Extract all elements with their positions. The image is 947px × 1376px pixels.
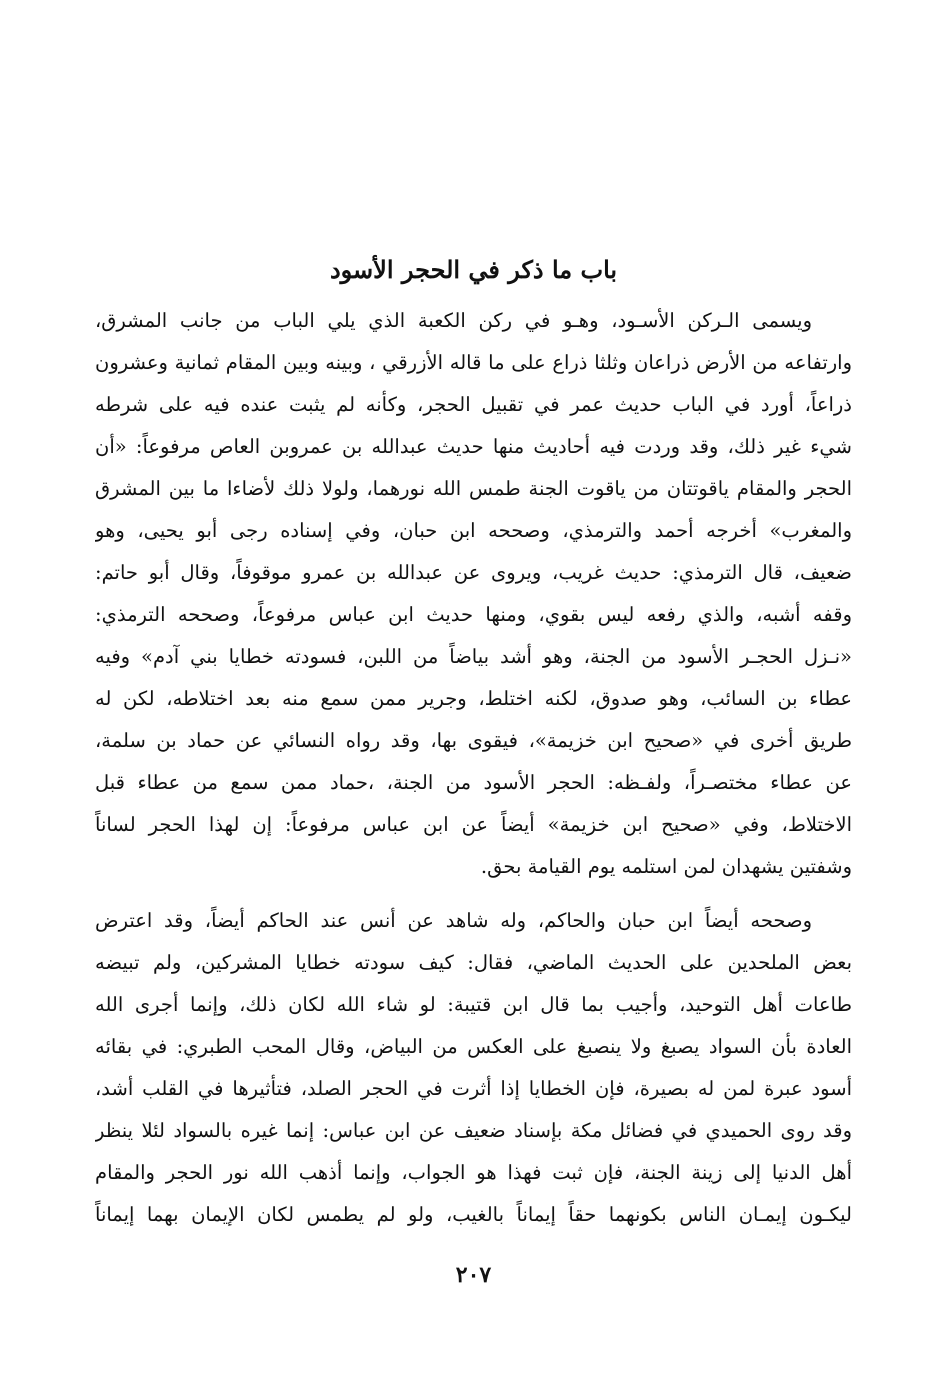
- page-number: ٢٠٧: [455, 1262, 492, 1288]
- text-line: العادة بأن السواد يصبغ ولا ينصبغ على العكس من البياض، وقال المحب الطبري: في بقائه: [95, 1035, 852, 1058]
- chapter-heading: باب ما ذكر في الحجر الأسود: [329, 255, 618, 284]
- text-line: طاعات أهل التوحيد، وأجيب بما قال ابن قتيبة: لو شاء الله لكان ذلك، وإنما أجرى الله: [95, 993, 852, 1016]
- text-line: عطاء بن السائب، وهو صدوق، لكنه اختلط، وجرير ممن سمع منه بعد اختلاطه، لكن له: [95, 687, 852, 710]
- text-line: أهل الدنيا إلى زينة الجنة، فإن ثبت فهذا هو الجواب، وإنما أذهب الله نور الحجر والمقام: [95, 1161, 852, 1184]
- text-line: ضعيف، قال الترمذي: حديث غريب، ويروى عن عبدالله بن عمرو موقوفاً، وقال أبو حاتم:: [95, 561, 852, 584]
- text-line: وقفه أشبه، والذي رفعه ليس بقوي، ومنها حديث ابن عباس مرفوعاً، وصححه الترمذي:: [95, 603, 852, 626]
- text-line: ويسمى الـركن الأسـود، وهـو في ركن الكعبة الذي يلي الباب من جانب المشرق،: [95, 309, 812, 332]
- text-line: وصححه أيضاً ابن حبان والحاكم، وله شاهد عن أنس عند الحاكم أيضاً، وقد اعترض: [95, 909, 812, 932]
- body-text: [95, 300, 852, 1236]
- text-line: الحجر والمقام ياقوتتان من ياقوت الجنة طمس الله نورهما، ولولا ذلك لأضاءا ما بين المشرق: [95, 477, 852, 500]
- text-line: والمغرب» أخرجه أحمد والترمذي، وصححه ابن حبان، وفي إسناده رجى أبو يحيى، وهو: [95, 519, 852, 542]
- text-line: عن عطاء مختصـراً، ولفـظه: الحجر الأسود من الجنة، ،حماد ممن سمع من عطاء قبل: [95, 771, 852, 794]
- text-line: أسود عبرة لمن له بصيرة، فإن الخطايا إذا أثرت في الحجر الصلد، فتأثيرها في القلب أشد،: [95, 1077, 852, 1100]
- paragraph-gap: [95, 888, 852, 900]
- text-line: شيء غير ذلك، وقد وردت فيه أحاديث منها حديث عبدالله بن عمروبن العاص مرفوعاً: «أن: [95, 435, 852, 458]
- text-line: طريق أخرى في «صحيح ابن خزيمة»، فيقوى بها، وقد رواه النسائي عن حماد بن سلمة،: [95, 729, 852, 752]
- text-line: الاختلاط، وفي «صحيح ابن خزيمة» أيضاً عن ابن عباس مرفوعاً: إن لهذا الحجر لساناً: [95, 813, 852, 836]
- text-line: بعض الملحدين على الحديث الماضي، فقال: كيف سودته خطايا المشركين، ولم تبيضه: [95, 951, 852, 974]
- text-line: ليكـون إيمـان الناس بكونهما حقاً إيماناً بالغيب، ولو لم يطمس لكان الإيمان بهما إيماناً: [95, 1203, 852, 1226]
- text-line: ذراعاً، أورد في الباب حديث عمر في تقبيل الحجر، وكأنه لم يثبت عنده فيه على شرطه: [95, 393, 852, 416]
- text-line: وقد روى الحميدي في فضائل مكة بإسناد ضعيف عن ابن عباس: إنما غيره بالسواد لئلا ينظر: [95, 1119, 852, 1142]
- text-line: وشفتين يشهدان لمن استلمه يوم القيامة بحق.: [480, 855, 852, 878]
- text-line: وارتفاعه من الأرض ذراعان وثلثا ذراع على ما قاله الأزرقي ، وبينه وبين المقام ثمانية وعشرون: [95, 351, 852, 374]
- text-line: «نـزل الحجـر الأسود من الجنة، وهو أشد بياضاً من اللبن، فسودته خطايا بني آدم» وفيه: [95, 645, 852, 668]
